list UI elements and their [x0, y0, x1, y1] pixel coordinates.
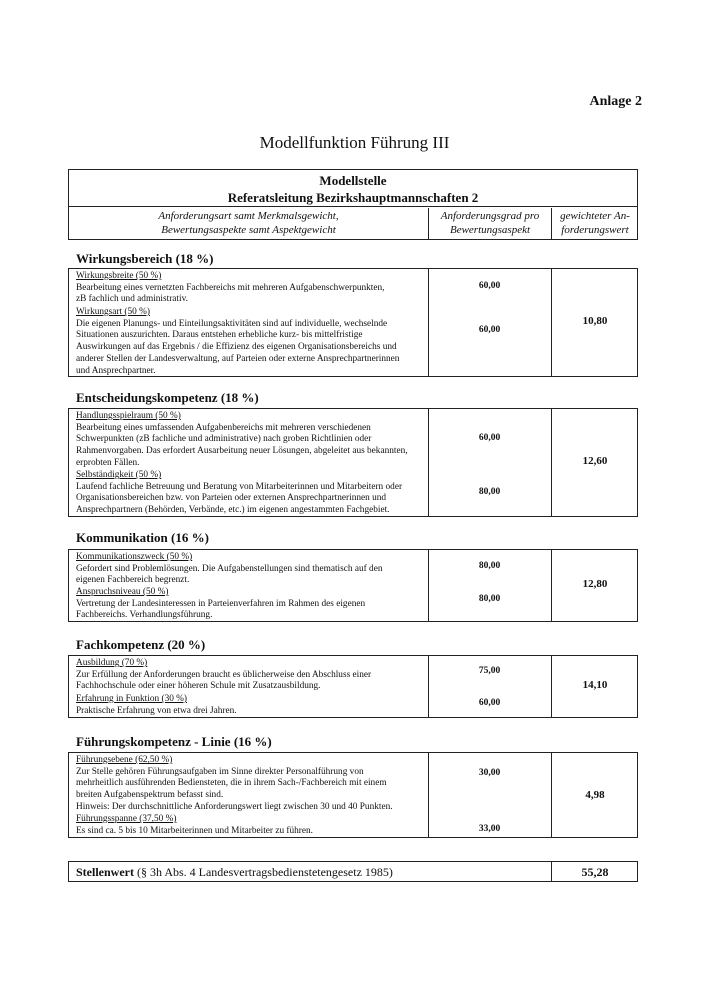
aspect-fuehrungsebene — [76, 755, 421, 814]
aspect-handlungsspielraum — [76, 411, 421, 470]
aspect-line: breiten Aufgabenspektrum befasst sind. — [76, 790, 224, 801]
aspect-name: Kommunikationszweck (50 %) — [76, 552, 193, 562]
aspect-line: Laufend fachliche Betreuung und Beratung von Mitarbeiterinnen und Mitarbeitern oder — [76, 481, 403, 492]
aspect-line: Bearbeitung eines umfassenden Aufgabenbereichs mit mehreren verschiedenen — [76, 422, 371, 433]
aspect-line: Vertretung der Landesinteressen in Parteienverfahren im Rahmen des eigenen — [76, 598, 366, 609]
aspect-name: Erfahrung in Funktion (30 %) — [76, 694, 188, 704]
aspect-wirkungsbreite — [76, 271, 421, 306]
header-col3-line1: gewichteter An- — [560, 210, 630, 222]
aspect-line: anderer Stellen der Landesverwaltung, auf Parteien oder externe Ansprechpartnerinnen — [76, 353, 400, 364]
aspect-line: Schwerpunkten (zB fachliche und administrative) nach groben Richtlinien oder — [76, 434, 372, 445]
aspect-name: Selbständigkeit (50 %) — [76, 470, 162, 480]
column-divider — [428, 409, 429, 516]
page-title: Modellfunktion Führung III — [259, 133, 450, 152]
aspect-line: Es sind ca. 5 bis 10 Mitarbeiterinnen und Mitarbeiter zu führen. — [76, 825, 314, 836]
section-box-entscheidungskompetenz — [68, 408, 638, 517]
aspect-line: Bearbeitung eines vernetzten Fachbereichs mit mehreren Aufgabenschwerpunkten, — [76, 282, 385, 293]
header-title — [69, 170, 637, 207]
total-label-rest: (§ 3h Abs. 4 Landesvertragsbedienstetengesetz 1985) — [133, 865, 393, 879]
aspect-line: Fachbereichs. Verhandlungsführung. — [76, 610, 213, 621]
aspect-line: Praktische Erfahrung von etwa drei Jahren. — [76, 705, 237, 716]
header-col2-line1: Anforderungsgrad pro — [440, 210, 540, 222]
section-title-wirkungsbereich: Wirkungsbereich (18 %) — [76, 251, 214, 266]
total-label — [76, 865, 393, 880]
section-title-kommunikation: Kommunikation (16 %) — [76, 530, 209, 545]
aspect-line: Zur Stelle gehören Führungsaufgaben im Sinne direkter Personalführung von — [76, 766, 364, 777]
total-value: 55,28 — [581, 865, 609, 879]
aspect-line: eigenen Fachbereich begrenzt. — [76, 575, 190, 586]
header-col1-line2: Bewertungsaspekte samt Aspektgewicht — [161, 224, 336, 236]
section-title-fuehrungskompetenz: Führungskompetenz - Linie (16 %) — [76, 734, 272, 749]
aspect-name: Anspruchsniveau (50 %) — [76, 587, 169, 597]
aspect-line: Organisationsbereichen bzw. von Parteien oder externen Ansprechpartnerinnen und — [76, 493, 387, 504]
aspect-ausbildung — [76, 658, 421, 693]
aspect-line: Auswirkungen auf das Ergebnis / die Effizienz des eigenen Organisationsbereichs und — [76, 342, 397, 353]
header-table — [68, 169, 638, 240]
aspect-value: 80,00 — [478, 561, 501, 571]
header-col3 — [552, 208, 638, 239]
aspect-line: Hinweis: Der durchschnittliche Anforderungswert liegt zwischen 30 und 40 Punkten. — [76, 801, 393, 812]
aspect-wirkungsart — [76, 307, 421, 377]
section-box-fuehrungskompetenz — [68, 752, 638, 838]
weighted-value: 12,60 — [582, 455, 608, 467]
aspect-line: zB fachlich und administrativ. — [76, 294, 188, 305]
section-box-kommunikation — [68, 549, 638, 622]
header-col2-line2: Bewertungsaspekt — [449, 224, 531, 236]
aspect-line: Gefordert sind Problemlösungen. Die Aufgabenstellungen sind thematisch auf den — [76, 563, 383, 574]
section-title-entscheidungskompetenz: Entscheidungskompetenz (18 %) — [76, 390, 259, 405]
weighted-value: 12,80 — [582, 578, 608, 590]
aspect-selbstaendigkeit — [76, 470, 421, 517]
aspect-kommunikationszweck — [76, 552, 421, 587]
header-line1: Modellstelle — [319, 173, 387, 188]
aspect-line: mehrheitlich ausführenden Bediensteten, die in ihrem Sach-/Fachbereich mit einem — [76, 778, 387, 789]
header-line2: Referatsleitung Bezirkshauptmannschaften 2 — [227, 190, 479, 205]
aspect-value: 60,00 — [478, 281, 501, 291]
aspect-value: 60,00 — [478, 325, 501, 335]
aspect-name: Führungsspanne (37,50 %) — [76, 814, 177, 824]
header-col3-line2: forderungswert — [561, 224, 629, 236]
aspect-value: 60,00 — [478, 698, 501, 708]
aspect-value: 75,00 — [478, 666, 501, 676]
header-col1 — [69, 208, 428, 239]
annex-label: Anlage 2 — [589, 94, 642, 109]
aspect-name: Ausbildung (70 %) — [76, 658, 148, 668]
aspect-erfahrung — [76, 694, 421, 717]
section-box-wirkungsbereich — [68, 268, 638, 377]
aspect-fuehrungsspanne — [76, 814, 421, 837]
aspect-name: Führungsebene (62,50 %) — [76, 755, 173, 765]
aspect-line: Die eigenen Planungs- und Einteilungsaktivitäten sind auf individuelle, wechselnde — [76, 318, 388, 329]
aspect-name: Wirkungsart (50 %) — [76, 307, 150, 317]
aspect-line: Ansprechpartnern (Behörden, Verbände, etc.) im eigenen angestammten Fachgebiet. — [76, 505, 390, 516]
aspect-line: und Ansprechpartner. — [76, 365, 156, 376]
total-label-bold: Stellenwert — [76, 865, 134, 879]
section-box-fachkompetenz — [68, 655, 638, 718]
aspect-line: Rahmenvorgaben. Das erfordert Ausarbeitung neuer Lösungen, abgeleitet aus bekannten, — [76, 446, 408, 457]
aspect-value: 33,00 — [478, 824, 501, 834]
aspect-value: 80,00 — [478, 594, 501, 604]
aspect-line: Situationen auszurichten. Daraus entstehen erhebliche kurz- bis mittelfristige — [76, 330, 363, 341]
weighted-value: 10,80 — [582, 315, 608, 327]
aspect-value: 80,00 — [478, 487, 501, 497]
aspect-value: 30,00 — [478, 768, 501, 778]
aspect-line: Fachhochschule oder einer höheren Schule mit Zusatzausbildung. — [76, 681, 321, 692]
aspect-line: Zur Erfüllung der Anforderungen braucht es üblicherweise den Abschluss einer — [76, 669, 372, 680]
header-col1-line1: Anforderungsart samt Merkmalsgewicht, — [158, 210, 339, 222]
aspect-name: Wirkungsbreite (50 %) — [76, 271, 162, 281]
section-title-fachkompetenz: Fachkompetenz (20 %) — [76, 637, 206, 652]
aspect-line: erprobten Fällen. — [76, 457, 140, 468]
total-row — [68, 861, 638, 882]
aspect-name: Handlungsspielraum (50 %) — [76, 411, 181, 421]
header-col2 — [429, 208, 551, 239]
weighted-value: 14,10 — [582, 679, 608, 691]
aspect-anspruchsniveau — [76, 587, 421, 622]
weighted-value: 4,98 — [585, 789, 605, 801]
aspect-value: 60,00 — [478, 433, 501, 443]
